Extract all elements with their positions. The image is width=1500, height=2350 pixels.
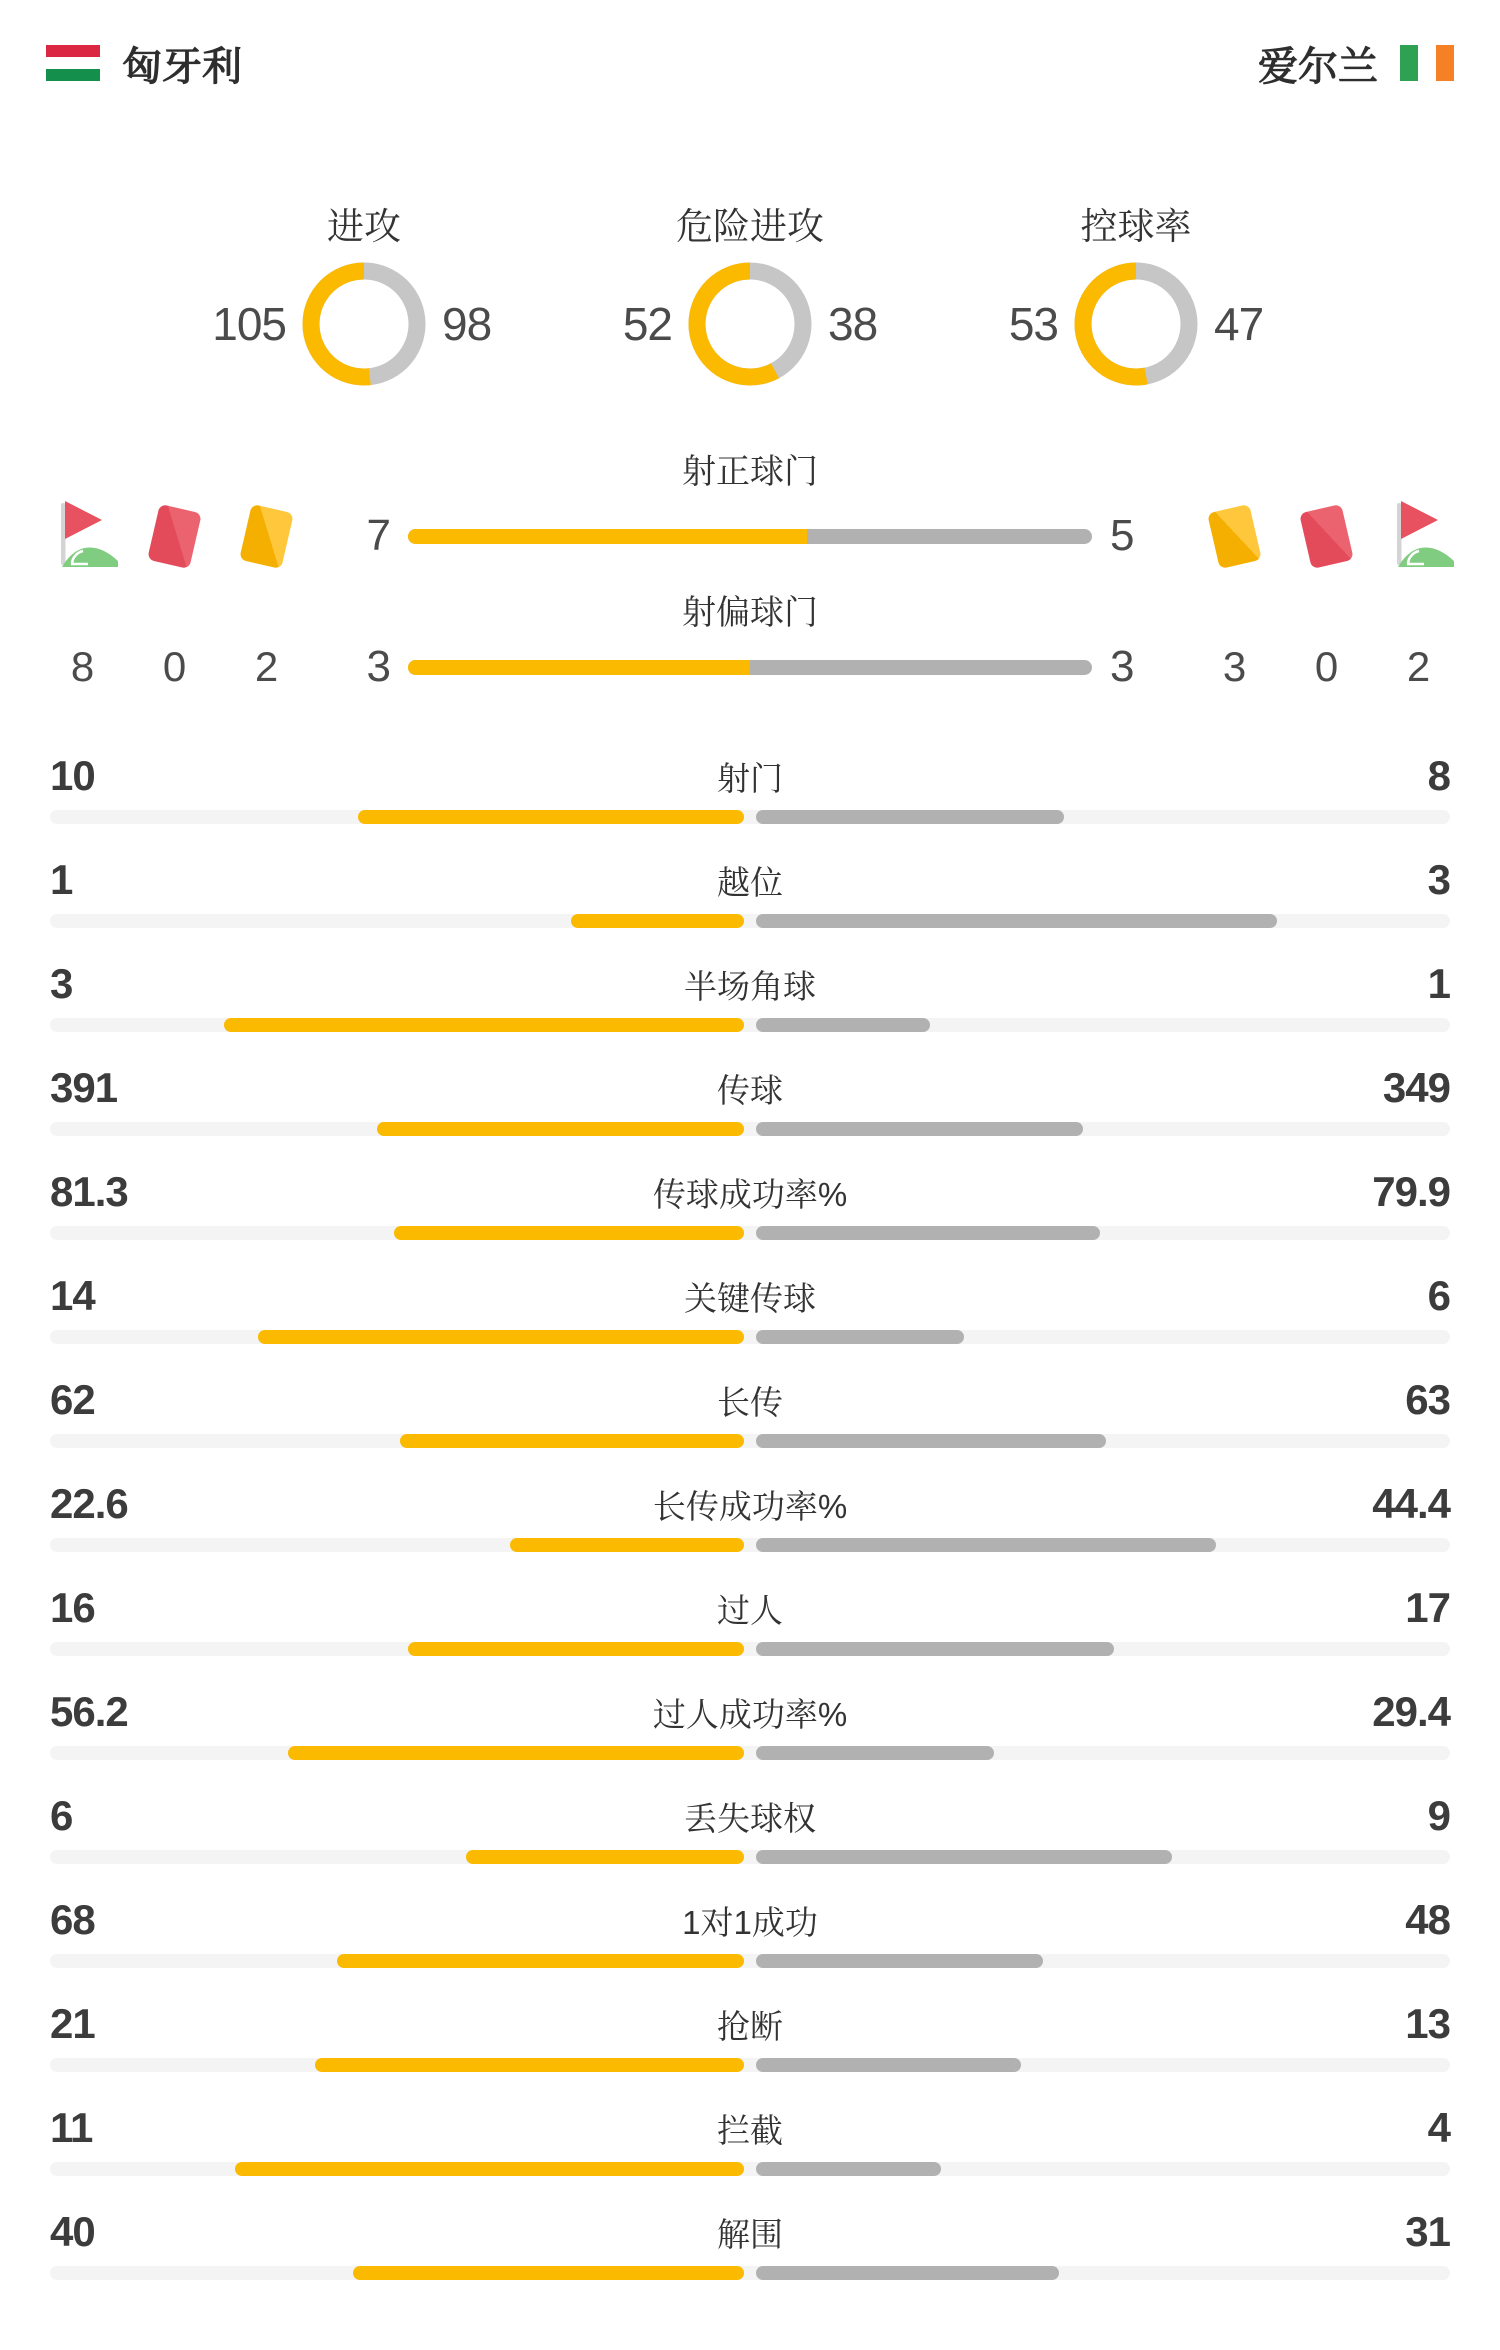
stat-bar-away-fill — [756, 1122, 1083, 1136]
stat-home-value: 56.2 — [50, 1688, 128, 1735]
shots-on-target-row — [0, 493, 1500, 579]
donut-away-value: 38 — [828, 298, 878, 350]
stat-away-value: 13 — [1405, 2000, 1450, 2047]
stat-bar-home-fill — [400, 1434, 744, 1448]
stat-away-value: 79.9 — [1372, 1168, 1450, 1215]
stat-bar — [50, 1850, 1450, 1864]
shots-off-target-row — [0, 634, 1500, 700]
hungary-flag-icon — [46, 45, 100, 81]
stat-row — [0, 1350, 1500, 1454]
stat-home-value: 22.6 — [50, 1480, 128, 1527]
flag-pole — [61, 503, 66, 565]
corner-mound — [1398, 547, 1454, 567]
stat-bar-home-fill — [571, 914, 745, 928]
flag-pennant — [65, 501, 102, 539]
stat-bar — [50, 1434, 1450, 1448]
stat-label: 传球 — [717, 1071, 783, 1109]
stat-away-value: 9 — [1427, 1792, 1450, 1839]
stat-label: 长传成功率% — [652, 1487, 848, 1525]
flag-pennant — [1401, 501, 1438, 539]
stat-home-value: 14 — [50, 1272, 95, 1319]
stat-row — [0, 2078, 1500, 2182]
stat-home-value: 6 — [50, 1792, 73, 1839]
stat-label: 拦截 — [717, 2111, 783, 2149]
home-corners-count: 8 — [70, 643, 94, 690]
donut-group — [596, 196, 904, 386]
stat-row — [0, 1974, 1500, 2078]
stat-home-value: 62 — [50, 1376, 95, 1423]
stat-bar — [50, 914, 1450, 928]
ireland-flag-icon — [1400, 45, 1454, 81]
stat-bar — [50, 2266, 1450, 2280]
shots-on-target-away-value: 5 — [1110, 511, 1134, 560]
stat-label: 抢断 — [717, 2007, 783, 2045]
stat-bar-away-fill — [756, 810, 1064, 824]
stat-away-value: 29.4 — [1372, 1688, 1450, 1735]
stat-bar-away-fill — [756, 1746, 994, 1760]
stat-home-value: 10 — [50, 752, 95, 799]
stat-label: 过人 — [717, 1591, 783, 1629]
stat-row — [0, 1558, 1500, 1662]
stat-bar — [50, 2162, 1450, 2176]
stat-bar — [50, 1122, 1450, 1136]
stat-row — [0, 1766, 1500, 1870]
stat-away-value: 4 — [1427, 2104, 1450, 2151]
team-away — [1258, 35, 1454, 92]
stat-bar-home-fill — [358, 810, 744, 824]
shots-off-target-away-value: 3 — [1110, 642, 1134, 691]
donut-group — [982, 196, 1290, 386]
donut-chart — [688, 262, 812, 386]
stat-bar-home-fill — [377, 1122, 744, 1136]
donut-home-value: 105 — [212, 298, 286, 350]
flag-pole — [1397, 503, 1402, 565]
shots-on-target-title: 射正球门 — [682, 453, 818, 491]
corner-mound — [62, 547, 118, 567]
stat-bar — [50, 1538, 1450, 1552]
overview-donuts — [0, 196, 1500, 386]
stat-bar-home-fill — [288, 1746, 744, 1760]
stat-bar — [50, 1018, 1450, 1032]
donut-group — [210, 196, 518, 386]
donut-home-value: 53 — [1008, 298, 1058, 350]
stat-bar-home-fill — [510, 1538, 744, 1552]
shots-off-target-title: 射偏球门 — [682, 594, 818, 632]
stats-list — [0, 726, 1500, 2286]
stat-home-value: 21 — [50, 2000, 95, 2047]
shots-off-target-home-fill — [408, 660, 750, 675]
stat-bar-home-fill — [337, 1954, 744, 1968]
stat-label: 过人成功率% — [652, 1695, 848, 1733]
stat-away-value: 17 — [1405, 1584, 1450, 1631]
stat-away-value: 31 — [1405, 2208, 1450, 2255]
stat-home-value: 11 — [50, 2104, 93, 2151]
red-card-icon — [147, 503, 202, 568]
shots-on-target-home-value: 7 — [366, 511, 390, 560]
stat-away-value: 6 — [1427, 1272, 1450, 1319]
stat-row — [0, 1142, 1500, 1246]
stat-bar-away-fill — [756, 2058, 1021, 2072]
stat-bar-away-fill — [756, 2162, 941, 2176]
home-team-name: 匈牙利 — [122, 44, 242, 89]
stat-row — [0, 1038, 1500, 1142]
stat-label: 越位 — [717, 863, 783, 901]
stat-bar-away-fill — [756, 1330, 964, 1344]
donut-label: 控球率 — [1080, 206, 1192, 247]
stat-bar-away-fill — [756, 1538, 1216, 1552]
match-header — [0, 0, 1500, 92]
stat-bar — [50, 810, 1450, 824]
stat-home-value: 391 — [50, 1064, 118, 1111]
stat-row — [0, 726, 1500, 830]
yellow-card-icon — [1207, 503, 1262, 568]
stat-bar-home-fill — [258, 1330, 744, 1344]
stat-away-value: 48 — [1405, 1896, 1450, 1943]
stat-row — [0, 934, 1500, 1038]
stat-bar-away-fill — [756, 1642, 1114, 1656]
stat-bar-home-fill — [353, 2266, 744, 2280]
away-red-cards-count: 0 — [1314, 643, 1338, 690]
donut-label: 进攻 — [327, 206, 401, 247]
stat-bar-home-fill — [235, 2162, 744, 2176]
stat-bar-away-fill — [756, 1226, 1100, 1240]
stat-bar-away-fill — [756, 1018, 930, 1032]
home-yellow-cards-count: 2 — [254, 643, 278, 690]
stat-bar-home-fill — [408, 1642, 744, 1656]
stat-label: 半场角球 — [684, 967, 816, 1005]
stat-away-value: 349 — [1382, 1064, 1450, 1111]
corner-flag-icon — [1381, 499, 1455, 573]
stat-label: 1对1成功 — [682, 1903, 818, 1941]
stat-away-value: 8 — [1427, 752, 1450, 799]
stat-bar-home-fill — [394, 1226, 744, 1240]
stat-home-value: 16 — [50, 1584, 95, 1631]
shots-section — [0, 444, 1500, 700]
stat-label: 长传 — [717, 1383, 783, 1421]
corner-flag-icon — [45, 499, 119, 573]
stat-row — [0, 1246, 1500, 1350]
stat-row — [0, 1870, 1500, 1974]
stat-bar-away-fill — [756, 914, 1277, 928]
stat-bar — [50, 1746, 1450, 1760]
shots-on-target-home-fill — [408, 529, 807, 544]
stat-bar — [50, 1954, 1450, 1968]
donut-home-value: 52 — [622, 298, 672, 350]
stat-row — [0, 2182, 1500, 2286]
stat-row — [0, 1454, 1500, 1558]
stat-away-value: 1 — [1427, 960, 1450, 1007]
red-card-icon — [1299, 503, 1354, 568]
away-yellow-cards-count: 3 — [1222, 643, 1246, 690]
stat-bar-home-fill — [466, 1850, 744, 1864]
stat-home-value: 40 — [50, 2208, 95, 2255]
stat-bar-away-fill — [756, 1850, 1172, 1864]
stat-bar — [50, 2058, 1450, 2072]
stat-home-value: 1 — [50, 856, 73, 903]
stat-row — [0, 830, 1500, 934]
team-home — [46, 35, 242, 92]
donut-label: 危险进攻 — [676, 206, 824, 247]
stat-row — [0, 1662, 1500, 1766]
shots-on-target-bar — [408, 529, 1092, 544]
stat-home-value: 81.3 — [50, 1168, 128, 1215]
stat-away-value: 44.4 — [1372, 1480, 1450, 1527]
donut-away-value: 47 — [1214, 298, 1264, 350]
donut-away-value: 98 — [442, 298, 492, 350]
stat-home-value: 3 — [50, 960, 73, 1007]
stat-bar — [50, 1642, 1450, 1656]
shots-off-target-bar — [408, 660, 1092, 675]
home-red-cards-count: 0 — [162, 643, 186, 690]
stat-label: 解围 — [717, 2215, 783, 2253]
away-team-name: 爱尔兰 — [1258, 44, 1378, 89]
donut-chart — [302, 262, 426, 386]
stat-label: 关键传球 — [684, 1279, 816, 1317]
stat-home-value: 68 — [50, 1896, 95, 1943]
stat-away-value: 63 — [1405, 1376, 1450, 1423]
donut-chart — [1074, 262, 1198, 386]
stat-bar — [50, 1330, 1450, 1344]
yellow-card-icon — [239, 503, 294, 568]
stat-bar-away-fill — [756, 2266, 1059, 2280]
shots-off-target-home-value: 3 — [366, 642, 390, 691]
stat-away-value: 3 — [1427, 856, 1450, 903]
stat-bar-away-fill — [756, 1434, 1106, 1448]
stat-label: 传球成功率% — [652, 1175, 848, 1213]
stat-bar-home-fill — [315, 2058, 744, 2072]
stat-label: 射门 — [717, 759, 783, 797]
away-corners-count: 2 — [1406, 643, 1430, 690]
stat-bar — [50, 1226, 1450, 1240]
stat-label: 丢失球权 — [684, 1799, 816, 1837]
stat-bar-home-fill — [224, 1018, 745, 1032]
stat-bar-away-fill — [756, 1954, 1043, 1968]
